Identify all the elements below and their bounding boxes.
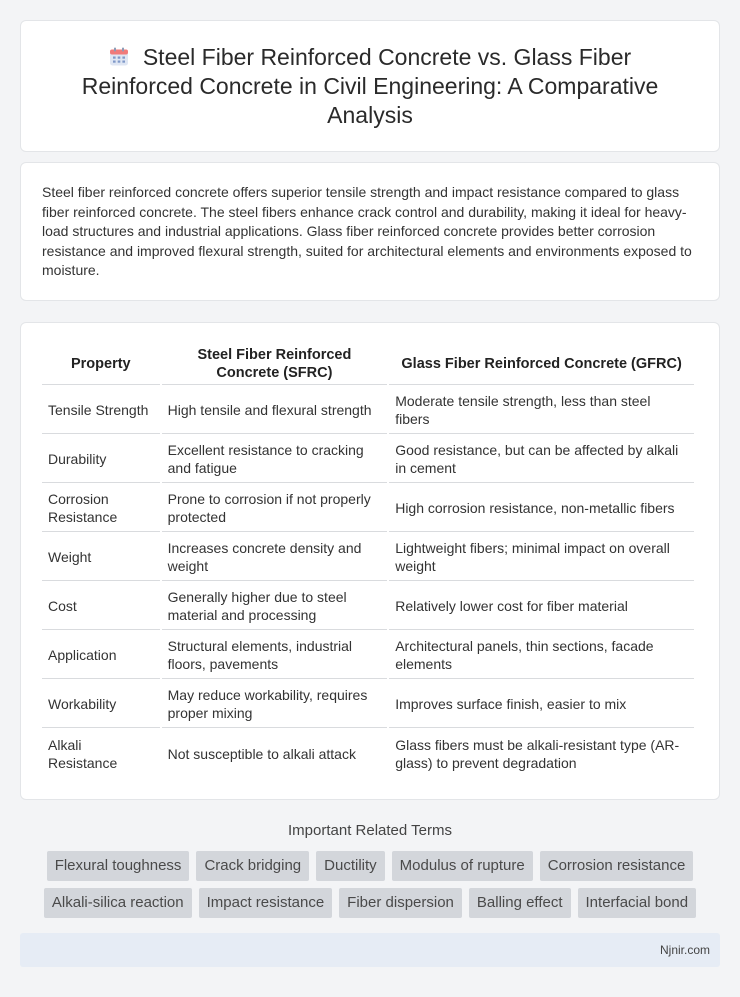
cell-property: Durability: [42, 436, 160, 483]
cell-sfrc: Increases concrete density and weight: [162, 534, 388, 581]
cell-sfrc: Excellent resistance to cracking and fatigue: [162, 436, 388, 483]
cell-sfrc: Structural elements, industrial floors, pavements: [162, 632, 388, 679]
table-row: [42, 387, 694, 434]
cell-sfrc: Prone to corrosion if not properly protected: [162, 485, 388, 532]
cell-sfrc: High tensile and flexural strength: [162, 387, 388, 434]
page-title: [61, 43, 679, 130]
cell-property: Alkali Resistance: [48, 736, 118, 771]
footer-site-link[interactable]: Njnir.com: [659, 943, 710, 957]
term-tag[interactable]: Impact resistance: [199, 888, 333, 918]
table-row: [42, 730, 694, 777]
cell-property: Weight: [42, 534, 160, 581]
header-gfrc: Glass Fiber Reinforced Concrete (GFRC): [389, 343, 694, 385]
term-tag[interactable]: Modulus of rupture: [392, 851, 533, 881]
term-tag[interactable]: Crack bridging: [196, 851, 309, 881]
table-row: [42, 485, 694, 532]
cell-property: Corrosion Resistance: [42, 485, 160, 532]
comparison-table: [40, 341, 696, 779]
page-title-text: Steel Fiber Reinforced Concrete vs. Glass Fiber Reinforced Concrete in Civil Engineering: A Comparative Analysis: [81, 43, 659, 128]
title-card: [20, 20, 720, 152]
cell-gfrc: Glass fibers must be alkali-resistant type (AR-glass) to prevent degradation: [395, 736, 680, 771]
term-tag[interactable]: Interfacial bond: [578, 888, 697, 918]
term-tag[interactable]: Ductility: [316, 851, 385, 881]
term-tag[interactable]: Balling effect: [469, 888, 571, 918]
cell-property: Tensile Strength: [42, 387, 160, 434]
comparison-table-card: [20, 322, 720, 800]
cell-property: Workability: [42, 681, 160, 728]
cell-property: Cost: [42, 583, 160, 630]
cell-gfrc: High corrosion resistance, non-metallic fibers: [389, 485, 694, 532]
cell-gfrc: Architectural panels, thin sections, facade elements: [389, 632, 694, 679]
cell-sfrc: Generally higher due to steel material and processing: [162, 583, 388, 630]
intro-text: Steel fiber reinforced concrete offers superior tensile strength and impact resistance compared to glass fiber reinforced concrete. The steel fibers enhance crack control and durability, making it ideal for heavy-load structures and industrial applications. Glass fiber reinforced concrete provides better corrosion resistance and improved flexural strength, suited for architectural elements and environments exposed to moisture.: [42, 184, 692, 279]
header-property: Property: [42, 343, 160, 385]
term-tag[interactable]: Corrosion resistance: [540, 851, 694, 881]
cell-gfrc: Relatively lower cost for fiber material: [389, 583, 694, 630]
term-tag[interactable]: Alkali-silica reaction: [44, 888, 192, 918]
table-row: [42, 681, 694, 728]
footer: [20, 933, 720, 967]
cell-gfrc: Good resistance, but can be affected by alkali in cement: [389, 436, 694, 483]
table-row: [42, 436, 694, 483]
term-tag[interactable]: Fiber dispersion: [339, 888, 462, 918]
related-terms-list: [20, 851, 720, 918]
table-row: [42, 632, 694, 679]
table-row: [42, 583, 694, 630]
cell-property: Application: [42, 632, 160, 679]
cell-gfrc: Lightweight fibers; minimal impact on overall weight: [389, 534, 694, 581]
related-terms-title: Important Related Terms: [288, 822, 452, 839]
cell-gfrc: Moderate tensile strength, less than steel fibers: [389, 387, 694, 434]
calendar-icon: [109, 47, 129, 67]
intro-card: [20, 162, 720, 301]
cell-sfrc: May reduce workability, requires proper mixing: [162, 681, 388, 728]
term-tag[interactable]: Flexural toughness: [47, 851, 190, 881]
table-row: [42, 534, 694, 581]
header-sfrc: Steel Fiber Reinforced Concrete (SFRC): [162, 343, 388, 385]
cell-gfrc: Improves surface finish, easier to mix: [389, 681, 694, 728]
cell-sfrc: Not susceptible to alkali attack: [167, 745, 356, 762]
table-header-row: [42, 343, 694, 385]
